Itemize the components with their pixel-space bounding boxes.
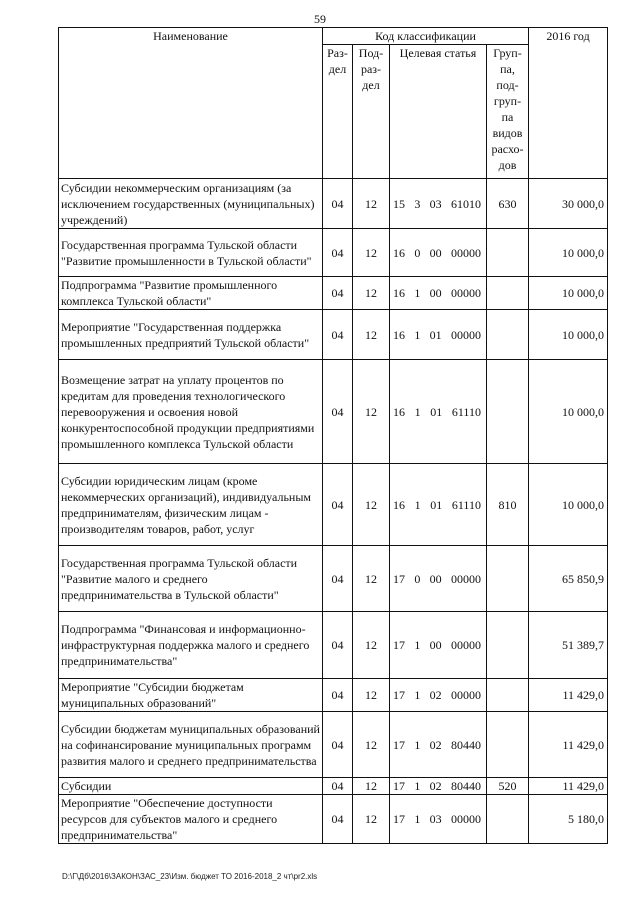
target-subprogram: 1	[414, 286, 421, 300]
target-event: 00	[429, 571, 442, 586]
row-target-article	[390, 277, 487, 310]
row-name: Субсидии	[59, 778, 323, 795]
page-number: 59	[314, 12, 326, 26]
target-subprogram: 1	[414, 497, 421, 512]
row-section: 04	[323, 229, 353, 277]
row-target-article	[390, 229, 487, 277]
row-name: Мероприятие "Обеспечение доступности ресурсов для субъектов малого и среднего предпринимательства"	[59, 795, 323, 844]
row-subsection: 12	[353, 179, 390, 229]
row-subsection: 12	[353, 277, 390, 310]
target-direction: 00000	[450, 688, 481, 702]
table-row	[59, 360, 608, 464]
row-group	[487, 795, 529, 844]
budget-table	[58, 27, 608, 844]
target-subprogram: 1	[414, 638, 421, 652]
header-name: Наименование	[59, 28, 323, 179]
target-subprogram: 1	[414, 737, 421, 752]
table-row	[59, 612, 608, 679]
row-name: Государственная программа Тульской области "Развитие малого и среднего предпринимательства в Тульской области"	[59, 546, 323, 612]
row-group: 520	[487, 778, 529, 795]
target-program: 17	[393, 688, 405, 702]
header-target: Целевая статья	[390, 45, 487, 179]
row-group	[487, 712, 529, 778]
table-row	[59, 179, 608, 229]
row-target-article	[390, 360, 487, 464]
target-event: 03	[429, 812, 442, 826]
target-event: 01	[429, 327, 442, 342]
row-subsection: 12	[353, 712, 390, 778]
target-direction: 80440	[450, 779, 481, 793]
target-event: 01	[430, 497, 443, 512]
target-subprogram: 1	[414, 779, 421, 793]
row-section: 04	[323, 778, 353, 795]
row-section: 04	[323, 360, 353, 464]
target-event: 00	[429, 245, 442, 260]
table-row	[59, 277, 608, 310]
target-direction: 00000	[450, 812, 481, 826]
table-row	[59, 795, 608, 844]
row-group: 810	[487, 464, 529, 546]
table-row	[59, 712, 608, 778]
row-group	[487, 229, 529, 277]
row-name: Субсидии некоммерческим организациям (за исключением государственных (муниципальных) учреждений)	[59, 179, 323, 229]
row-group	[487, 612, 529, 679]
row-group	[487, 360, 529, 464]
row-amount: 10 000,0	[529, 310, 608, 360]
target-event: 03	[429, 196, 442, 211]
target-subprogram: 1	[414, 812, 421, 826]
row-name: Возмещение затрат на уплату процентов по кредитам для проведения технологического перевооружения и освоения новой конкурентоспособной продукции предприятиями промышленного комплекса Тульской области	[59, 360, 323, 464]
row-amount: 65 850,9	[529, 546, 608, 612]
target-program: 17	[393, 638, 405, 652]
file-path-footer: D:\Г\Дб\2016\ЗАКОН\ЗАС_23\Изм. бюджет ТО 2016-2018_2 чт\pr2.xls	[62, 872, 318, 881]
header-section: Раз- дел	[323, 45, 353, 179]
target-subprogram: 1	[414, 327, 421, 342]
row-amount: 11 429,0	[529, 778, 608, 795]
table-row	[59, 778, 608, 795]
row-subsection: 12	[353, 612, 390, 679]
target-event: 02	[429, 779, 442, 793]
row-target-article	[390, 179, 487, 229]
row-section: 04	[323, 679, 353, 712]
row-section: 04	[323, 277, 353, 310]
row-group	[487, 679, 529, 712]
row-name: Мероприятие "Субсидии бюджетам муниципальных образований"	[59, 679, 323, 712]
row-amount: 10 000,0	[529, 277, 608, 310]
row-amount: 10 000,0	[529, 464, 608, 546]
row-amount: 10 000,0	[529, 229, 608, 277]
row-subsection: 12	[353, 360, 390, 464]
target-program: 16	[393, 327, 405, 342]
target-event: 02	[429, 737, 442, 752]
row-name: Субсидии юридическим лицам (кроме некоммерческих организаций), индивидуальным предпринимателям, физическим лицам - производителям товаров, работ, услуг	[59, 464, 323, 546]
target-subprogram: 0	[414, 245, 421, 260]
row-section: 04	[323, 795, 353, 844]
target-program: 16	[393, 286, 405, 300]
row-amount: 10 000,0	[529, 360, 608, 464]
row-section: 04	[323, 310, 353, 360]
row-target-article	[390, 546, 487, 612]
row-group: 630	[487, 179, 529, 229]
row-subsection: 12	[353, 310, 390, 360]
target-direction: 80440	[450, 737, 481, 752]
header-group: Груп- па, под- груп- па видов расхо- дов	[487, 45, 529, 179]
row-group	[487, 310, 529, 360]
row-amount: 11 429,0	[529, 679, 608, 712]
target-direction: 00000	[450, 286, 481, 300]
row-target-article	[390, 712, 487, 778]
header-year: 2016 год	[529, 28, 608, 179]
row-target-article	[390, 795, 487, 844]
table-row	[59, 464, 608, 546]
row-subsection: 12	[353, 546, 390, 612]
row-subsection: 12	[353, 229, 390, 277]
target-subprogram: 1	[414, 404, 421, 419]
row-subsection: 12	[353, 464, 390, 546]
target-program: 17	[393, 812, 405, 826]
target-program: 16	[393, 245, 405, 260]
table-body	[59, 179, 608, 844]
target-direction: 00000	[450, 638, 481, 652]
target-direction: 00000	[450, 571, 481, 586]
row-amount: 11 429,0	[529, 712, 608, 778]
row-target-article	[390, 612, 487, 679]
table-row	[59, 310, 608, 360]
header-code-group: Код классификации	[323, 28, 529, 45]
row-section: 04	[323, 464, 353, 546]
row-target-article	[390, 464, 487, 546]
row-target-article	[390, 679, 487, 712]
row-section: 04	[323, 612, 353, 679]
row-amount: 5 180,0	[529, 795, 608, 844]
row-target-article	[390, 778, 487, 795]
target-subprogram: 3	[414, 196, 421, 211]
target-direction: 00000	[450, 245, 481, 260]
target-program: 17	[393, 779, 405, 793]
row-group	[487, 277, 529, 310]
row-section: 04	[323, 712, 353, 778]
target-direction: 61010	[450, 196, 481, 211]
row-subsection: 12	[353, 679, 390, 712]
table-row	[59, 546, 608, 612]
row-section: 04	[323, 546, 353, 612]
target-subprogram: 1	[414, 688, 421, 702]
row-amount: 30 000,0	[529, 179, 608, 229]
table-row	[59, 229, 608, 277]
target-direction: 61110	[451, 497, 481, 512]
header-subsection: Под- раз- дел	[353, 45, 390, 179]
target-direction: 00000	[450, 327, 481, 342]
row-name: Подпрограмма "Финансовая и информационно-инфраструктурная поддержка малого и среднего предпринимательства"	[59, 612, 323, 679]
row-target-article	[390, 310, 487, 360]
target-program: 17	[393, 571, 405, 586]
row-name: Субсидии бюджетам муниципальных образований на софинансирование муниципальных программ развития малого и среднего предпринимательства	[59, 712, 323, 778]
target-event: 00	[429, 286, 442, 300]
row-section: 04	[323, 179, 353, 229]
target-program: 15	[393, 196, 405, 211]
row-amount: 51 389,7	[529, 612, 608, 679]
row-name: Подпрограмма "Развитие промышленного комплекса Тульской области"	[59, 277, 323, 310]
target-event: 00	[429, 638, 442, 652]
target-program: 16	[393, 404, 405, 419]
target-event: 02	[429, 688, 442, 702]
target-program: 17	[393, 737, 405, 752]
row-group	[487, 546, 529, 612]
table-row	[59, 679, 608, 712]
target-event: 01	[430, 404, 443, 419]
row-subsection: 12	[353, 778, 390, 795]
table-header	[59, 28, 608, 179]
target-subprogram: 0	[414, 571, 421, 586]
target-program: 16	[393, 497, 405, 512]
row-subsection: 12	[353, 795, 390, 844]
row-name: Мероприятие "Государственная поддержка промышленных предприятий Тульской области"	[59, 310, 323, 360]
row-name: Государственная программа Тульской области "Развитие промышленности в Тульской области"	[59, 229, 323, 277]
target-direction: 61110	[451, 404, 481, 419]
